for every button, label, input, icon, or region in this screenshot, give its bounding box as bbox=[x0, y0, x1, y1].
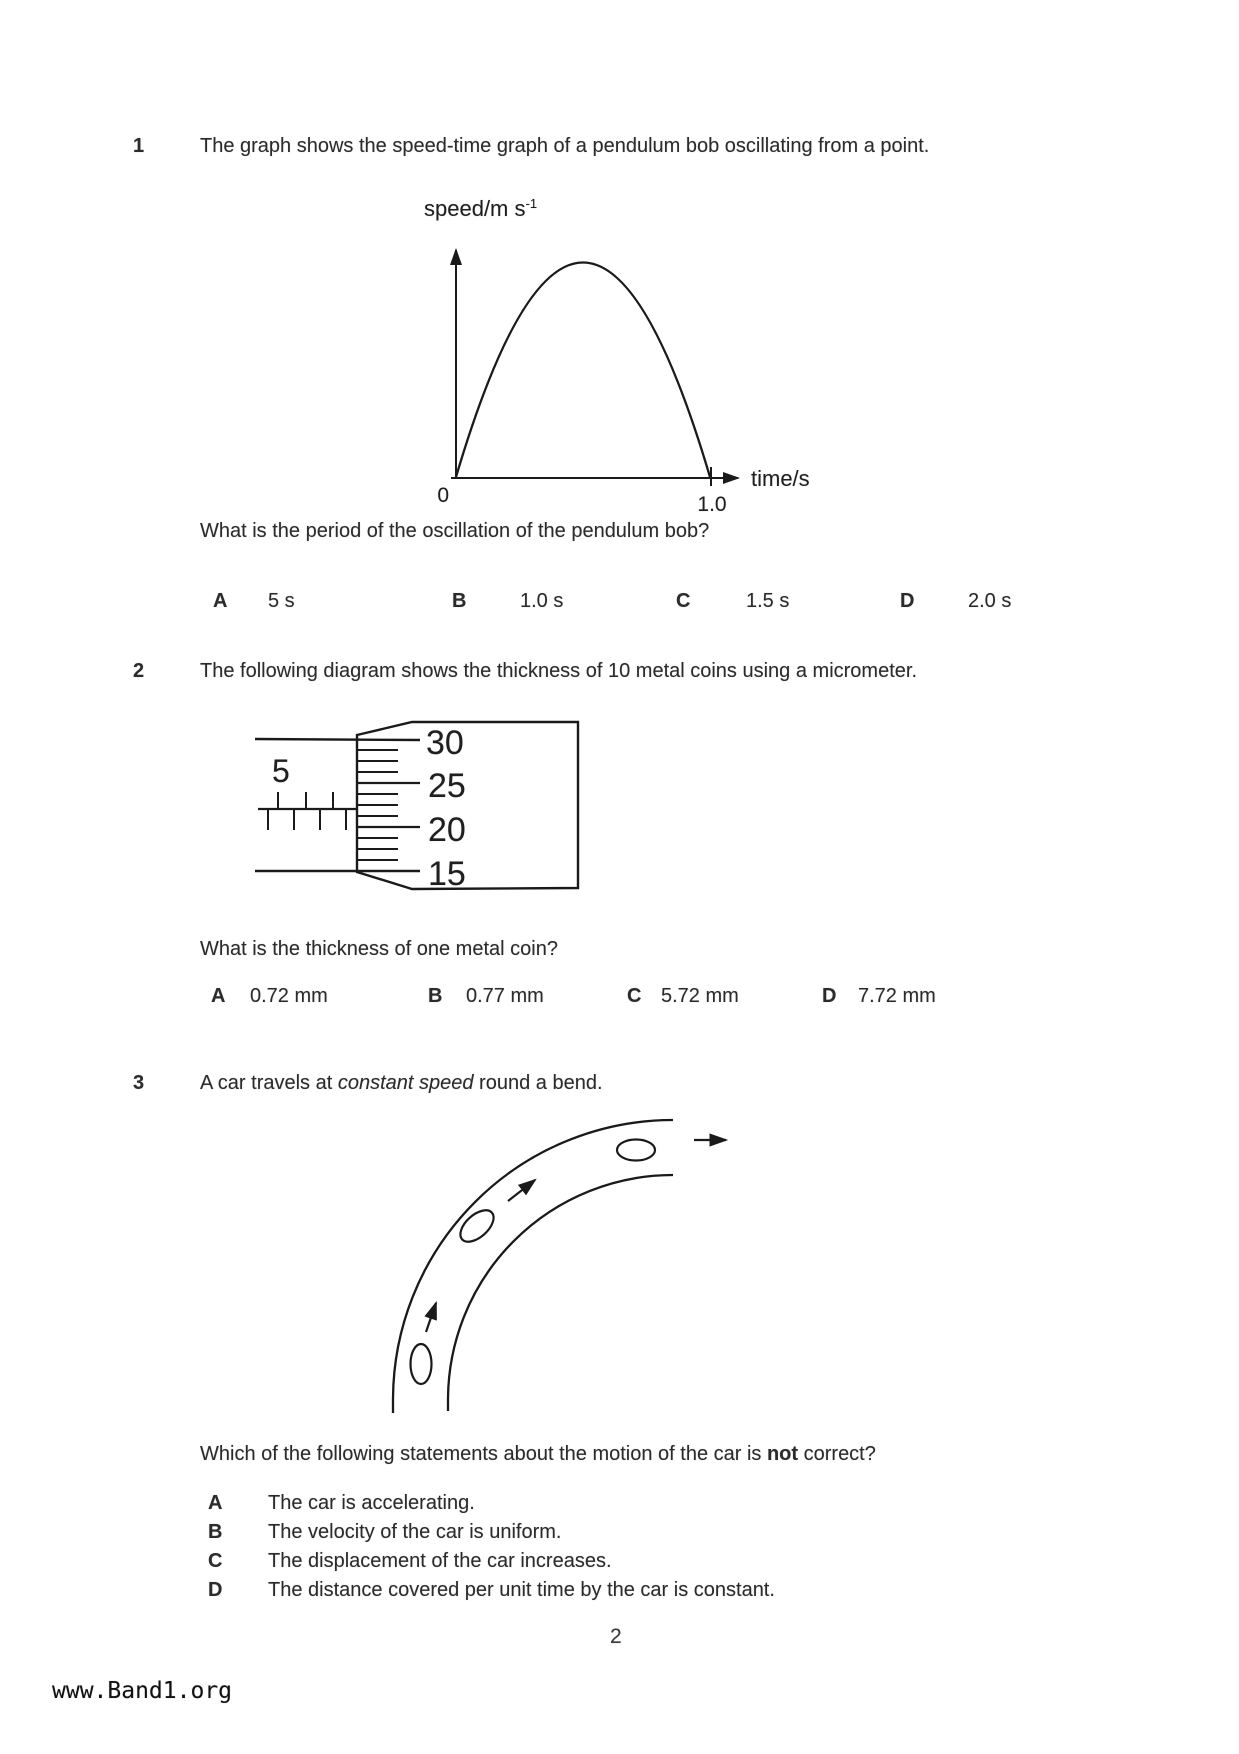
q3-option-d-letter: D bbox=[208, 1579, 223, 1601]
stem-text: round a bend. bbox=[473, 1072, 603, 1094]
thimble-label-30: 30 bbox=[426, 724, 464, 762]
main-scale-label: 5 bbox=[272, 753, 290, 789]
prompt-bold-text: not bbox=[766, 1443, 799, 1465]
thimble-label-25: 25 bbox=[428, 767, 466, 805]
stem-text: A car travels at bbox=[200, 1072, 338, 1094]
question-1-prompt: What is the period of the oscillation of the pendulum bob? bbox=[200, 520, 710, 542]
y-axis-label: speed/m $s^{-1}$ bbox=[424, 196, 538, 221]
q2-option-d-text: 7.72 mm bbox=[858, 985, 936, 1007]
thimble-label-20: 20 bbox=[428, 811, 466, 849]
x-axis-label: time/s bbox=[751, 466, 810, 491]
question-2-number: 2 bbox=[133, 660, 145, 682]
q2-option-b-text: 0.77 mm bbox=[466, 985, 544, 1007]
q1-option-d-text: 2.0 s bbox=[968, 590, 1012, 612]
origin-label: 0 bbox=[437, 484, 449, 507]
q3-option-a-text: The car is accelerating. bbox=[268, 1492, 475, 1514]
question-1-stem: The graph shows the speed-time graph of a pendulum bob oscillating from a point. bbox=[200, 135, 930, 157]
road-bend-diagram bbox=[335, 1095, 765, 1425]
road-outer-edge bbox=[393, 1120, 673, 1413]
q3-option-b-letter: B bbox=[208, 1521, 223, 1543]
q1-option-b-text: 1.0 s bbox=[520, 590, 564, 612]
question-3-stem bbox=[200, 1072, 603, 1095]
question-1-number: 1 bbox=[133, 135, 145, 157]
q3-option-d-text: The distance covered per unit time by the car is constant. bbox=[268, 1579, 775, 1601]
car-position-top bbox=[617, 1140, 655, 1161]
q2-option-c-text: 5.72 mm bbox=[661, 985, 739, 1007]
stem-italic-text: constant speed bbox=[337, 1072, 474, 1094]
q1-option-d-letter: D bbox=[900, 590, 915, 612]
sleeve-top-line bbox=[255, 739, 420, 740]
speed-time-graph bbox=[360, 180, 830, 516]
q1-option-c-letter: C bbox=[676, 590, 691, 612]
q2-option-a-letter: A bbox=[211, 985, 226, 1007]
prompt-text: correct? bbox=[798, 1443, 876, 1465]
x-tick-label: 1.0 bbox=[697, 493, 727, 516]
question-3-number: 3 bbox=[133, 1072, 145, 1094]
car-position-bottom bbox=[411, 1344, 432, 1384]
thimble-label-15: 15 bbox=[428, 855, 466, 893]
question-2-prompt: What is the thickness of one metal coin? bbox=[200, 938, 558, 960]
velocity-arrow-bottom bbox=[426, 1303, 436, 1332]
q3-option-b-text: The velocity of the car is uniform. bbox=[268, 1521, 562, 1543]
q3-option-c-letter: C bbox=[208, 1550, 223, 1572]
speed-curve bbox=[456, 263, 710, 478]
q1-option-a-letter: A bbox=[213, 590, 228, 612]
q3-option-c-text: The displacement of the car increases. bbox=[268, 1550, 612, 1572]
micrometer-diagram bbox=[225, 695, 655, 910]
prompt-text: Which of the following statements about the motion of the car is bbox=[200, 1443, 767, 1465]
page-number: 2 bbox=[610, 1625, 622, 1648]
q2-option-a-text: 0.72 mm bbox=[250, 985, 328, 1007]
question-3-prompt bbox=[200, 1443, 876, 1466]
site-watermark: www.Band1.org bbox=[52, 1678, 233, 1704]
velocity-arrow-middle bbox=[508, 1180, 535, 1201]
q1-option-b-letter: B bbox=[452, 590, 467, 612]
question-2-stem: The following diagram shows the thickness of 10 metal coins using a micrometer. bbox=[200, 660, 918, 682]
car-position-middle bbox=[455, 1204, 499, 1247]
q2-option-c-letter: C bbox=[627, 985, 642, 1007]
q1-option-c-text: 1.5 s bbox=[746, 590, 790, 612]
q3-option-a-letter: A bbox=[208, 1492, 223, 1514]
q2-option-d-letter: D bbox=[822, 985, 837, 1007]
q2-option-b-letter: B bbox=[428, 985, 443, 1007]
q1-option-a-text: 5 s bbox=[268, 590, 295, 612]
